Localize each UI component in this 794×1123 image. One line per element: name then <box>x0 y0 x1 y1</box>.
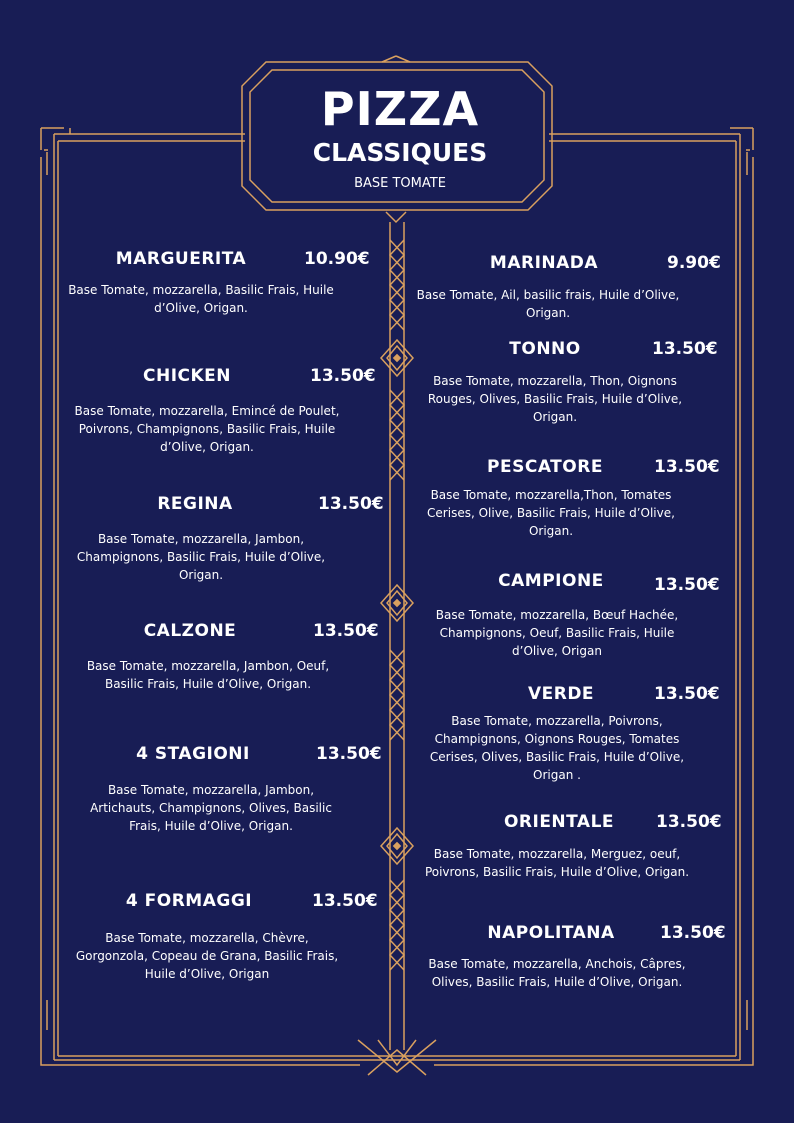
item-price: 9.90€ <box>667 253 721 273</box>
item-price: 13.50€ <box>652 339 718 359</box>
item-name: PESCATORE <box>487 457 603 477</box>
item-description: Base Tomate, mozzarella, Poivrons, Champignons, Oignons Rouges, Tomates Cerises, Olives, Basilic Frais, Huile d’Olive, Origan . <box>429 714 685 782</box>
item-name: NAPOLITANA <box>487 923 615 943</box>
item-name: TONNO <box>509 339 581 359</box>
item-name: CHICKEN <box>142 366 232 386</box>
item-description: Base Tomate, mozzarella, Jambon, Artichauts, Champignons, Olives, Basilic Frais, Huile d’Olive, Origan. <box>90 783 332 833</box>
page-subtitle: CLASSIQUES <box>312 138 488 167</box>
item-price: 13.50€ <box>654 684 720 704</box>
item-description: Base Tomate, mozzarella, Anchois, Câpres, Olives, Basilic Frais, Huile d’Olive, Origan. <box>428 957 686 989</box>
item-description: Base Tomate, mozzarella, Thon, Oignons Rouges, Olives, Basilic Frais, Huile d’Olive, Origan. <box>427 374 683 424</box>
item-description: Base Tomate, mozzarella, Emincé de Poulet, Poivrons, Champignons, Basilic Frais, Huile d’Olive, Origan. <box>74 404 340 454</box>
item-description: Base Tomate, mozzarella, Basilic Frais, Huile d’Olive, Origan. <box>68 283 334 315</box>
item-name: REGINA <box>157 494 233 514</box>
item-price: 13.50€ <box>654 575 720 595</box>
base-label: BASE TOMATE <box>354 176 446 191</box>
item-name: 4 FORMAGGI <box>125 891 253 911</box>
item-name: CAMPIONE <box>498 571 604 591</box>
item-description: Base Tomate, Ail, basilic frais, Huile d’Olive, Origan. <box>416 288 680 320</box>
item-description: Base Tomate, mozzarella,Thon, Tomates Cerises, Olive, Basilic Frais, Huile d’Olive, Origan. <box>427 488 675 538</box>
item-price: 13.50€ <box>316 744 382 764</box>
item-name: MARINADA <box>489 253 599 273</box>
item-description: Base Tomate, mozzarella, Jambon, Champignons, Basilic Frais, Huile d’Olive, Origan. <box>76 532 326 582</box>
item-name: 4 STAGIONI <box>136 744 250 764</box>
item-price: 10.90€ <box>304 249 370 269</box>
item-price: 13.50€ <box>310 366 376 386</box>
page-title: PIZZA <box>320 82 480 136</box>
item-name: CALZONE <box>143 621 237 641</box>
item-description: Base Tomate, mozzarella, Bœuf Hachée, Champignons, Oeuf, Basilic Frais, Huile d’Olive, Origan <box>435 608 679 658</box>
item-price: 13.50€ <box>318 494 384 514</box>
item-description: Base Tomate, mozzarella, Chèvre, Gorgonzola, Copeau de Grana, Basilic Frais, Huile d’Olive, Origan <box>75 931 339 981</box>
item-name: ORIENTALE <box>503 812 615 832</box>
item-price: 13.50€ <box>660 923 726 943</box>
item-price: 13.50€ <box>313 621 379 641</box>
item-description: Base Tomate, mozzarella, Merguez, oeuf, Poivrons, Basilic Frais, Huile d’Olive, Origan. <box>424 847 690 879</box>
item-name: MARGUERITA <box>115 249 247 269</box>
item-price: 13.50€ <box>654 457 720 477</box>
item-description: Base Tomate, mozzarella, Jambon, Oeuf, Basilic Frais, Huile d’Olive, Origan. <box>86 659 330 691</box>
item-name: VERDE <box>527 684 595 704</box>
item-price: 13.50€ <box>312 891 378 911</box>
item-price: 13.50€ <box>656 812 722 832</box>
